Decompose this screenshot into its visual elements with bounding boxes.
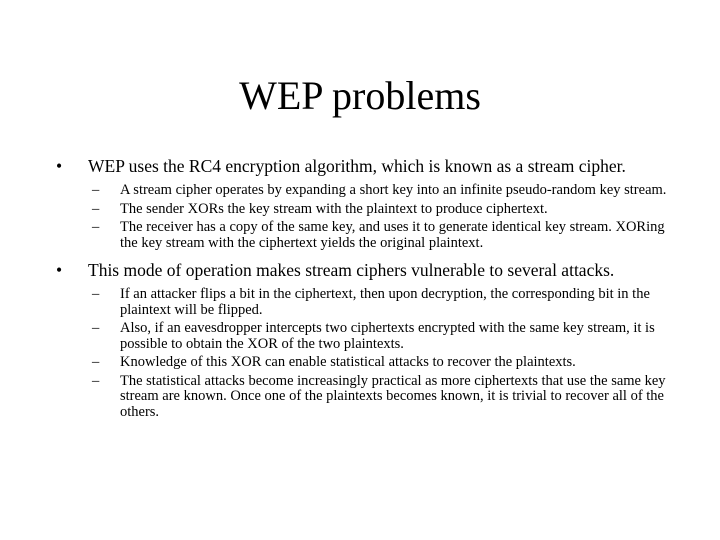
sub-bullet-marker: –: [92, 286, 100, 302]
bullet-group: [56, 155, 676, 251]
bullet-marker: •: [56, 260, 63, 280]
sub-bullet-list: [92, 183, 676, 251]
sub-bullet-item: [92, 374, 676, 421]
sub-bullet-item: [92, 321, 676, 352]
sub-bullet-text: A stream cipher operates by expanding a short key into an infinite pseudo-random key stream.: [120, 182, 667, 198]
bullet-marker: •: [56, 156, 63, 176]
slide-body: [56, 155, 676, 423]
sub-bullet-marker: –: [92, 200, 100, 217]
sub-bullet-item: [92, 202, 676, 218]
sub-bullet-item: [92, 183, 676, 199]
sub-bullet-item: [92, 220, 676, 251]
sub-bullet-item: [92, 287, 676, 318]
sub-bullet-item: [92, 355, 676, 371]
sub-bullet-text: The sender XORs the key stream with the plaintext to produce ciphertext.: [120, 200, 548, 217]
sub-bullet-marker: –: [92, 182, 100, 198]
sub-bullet-text: Knowledge of this XOR can enable statistical attacks to recover the plaintexts.: [120, 354, 576, 370]
sub-bullet-marker: –: [92, 354, 100, 370]
sub-bullet-text: The statistical attacks become increasingly practical as more ciphertexts that use the same key stream are known. Once one of the plaintexts becomes known, it is trivial to recover all of the others.: [120, 372, 666, 420]
bullet-group: [56, 259, 676, 420]
bullet-item: [56, 259, 676, 281]
sub-bullet-text: The receiver has a copy of the same key, and uses it to generate identical key stream. XORing the key stream with the ciphertext yields the original plaintext.: [120, 219, 665, 251]
bullet-text: WEP uses the RC4 encryption algorithm, which is known as a stream cipher.: [88, 156, 626, 176]
sub-bullet-marker: –: [92, 320, 100, 336]
bullet-text: This mode of operation makes stream ciphers vulnerable to several attacks.: [88, 260, 615, 280]
sub-bullet-list: [92, 287, 676, 420]
sub-bullet-text: If an attacker flips a bit in the ciphertext, then upon decryption, the corresponding bit in the plaintext will be flipped.: [120, 286, 650, 318]
sub-bullet-text: Also, if an eavesdropper intercepts two ciphertexts encrypted with the same key stream, it is possible to obtain the XOR of the two plaintexts.: [120, 320, 655, 352]
sub-bullet-marker: –: [92, 372, 100, 389]
sub-bullet-marker: –: [92, 219, 100, 235]
bullet-item: [56, 155, 676, 177]
slide-title: WEP problems: [239, 73, 481, 118]
